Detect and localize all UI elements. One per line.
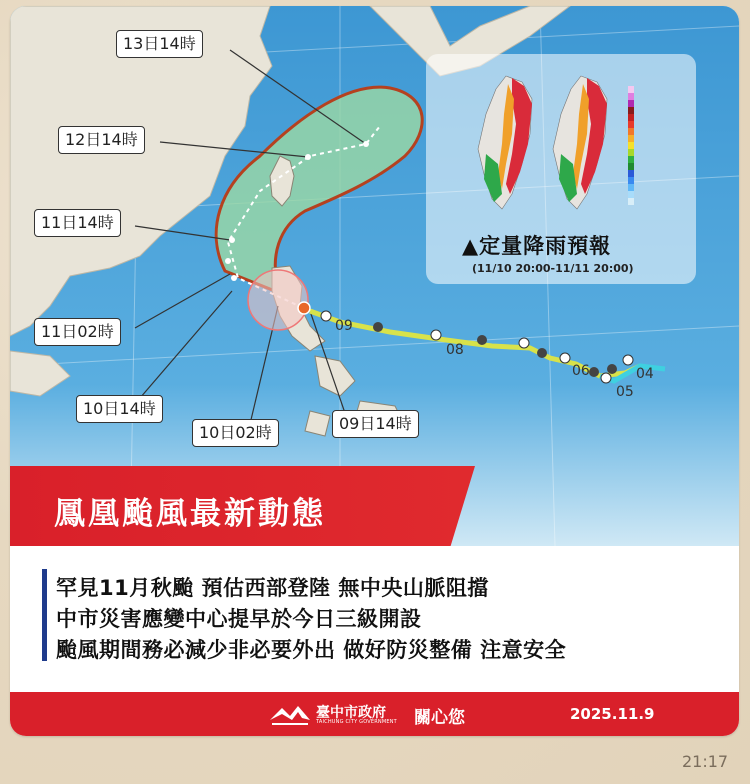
care-text: 關心您	[414, 708, 465, 728]
rainfall-forecast-panel	[426, 54, 696, 284]
banner-title: 鳳凰颱風最新動態	[54, 496, 326, 532]
label-13-14: 13日14時	[116, 30, 203, 58]
org-name: 臺中市政府	[316, 705, 386, 721]
image-message-card[interactable]	[10, 6, 739, 736]
label-11-02: 11日02時	[34, 318, 121, 346]
message-line-2: 中市災害應變中心提早於今日三級開設	[56, 607, 422, 631]
org-name-en: TAICHUNG CITY GOVERNMENT	[316, 719, 397, 725]
message-line-1: 罕見11月秋颱 預估西部登陸 無中央山脈阻擋	[56, 576, 489, 600]
day-mark-04: 04	[636, 366, 654, 382]
post-date: 2025.11.9	[570, 705, 655, 723]
message-line-3: 颱風期間務必減少非必要外出 做好防災整備 注意安全	[56, 638, 567, 662]
rainfall-title: ▲定量降雨預報	[462, 234, 612, 258]
label-12-14: 12日14時	[58, 126, 145, 154]
message-timestamp: 21:17	[682, 752, 729, 771]
label-10-14: 10日14時	[76, 395, 163, 423]
rain-color-scale	[628, 86, 634, 205]
label-11-14: 11日14時	[34, 209, 121, 237]
rain-map-left	[478, 76, 532, 209]
day-mark-09: 09	[335, 318, 353, 334]
accent-bar	[42, 569, 47, 661]
day-mark-06: 06	[572, 363, 590, 379]
rainfall-maps	[426, 54, 696, 224]
rainfall-period: (11/10 20:00-11/11 20:00)	[472, 262, 634, 275]
rain-map-right	[553, 76, 607, 209]
taichung-logo-icon	[268, 700, 312, 728]
day-mark-05: 05	[616, 384, 634, 400]
label-09-14: 09日14時	[332, 410, 419, 438]
day-mark-08: 08	[446, 342, 464, 358]
label-10-02: 10日02時	[192, 419, 279, 447]
